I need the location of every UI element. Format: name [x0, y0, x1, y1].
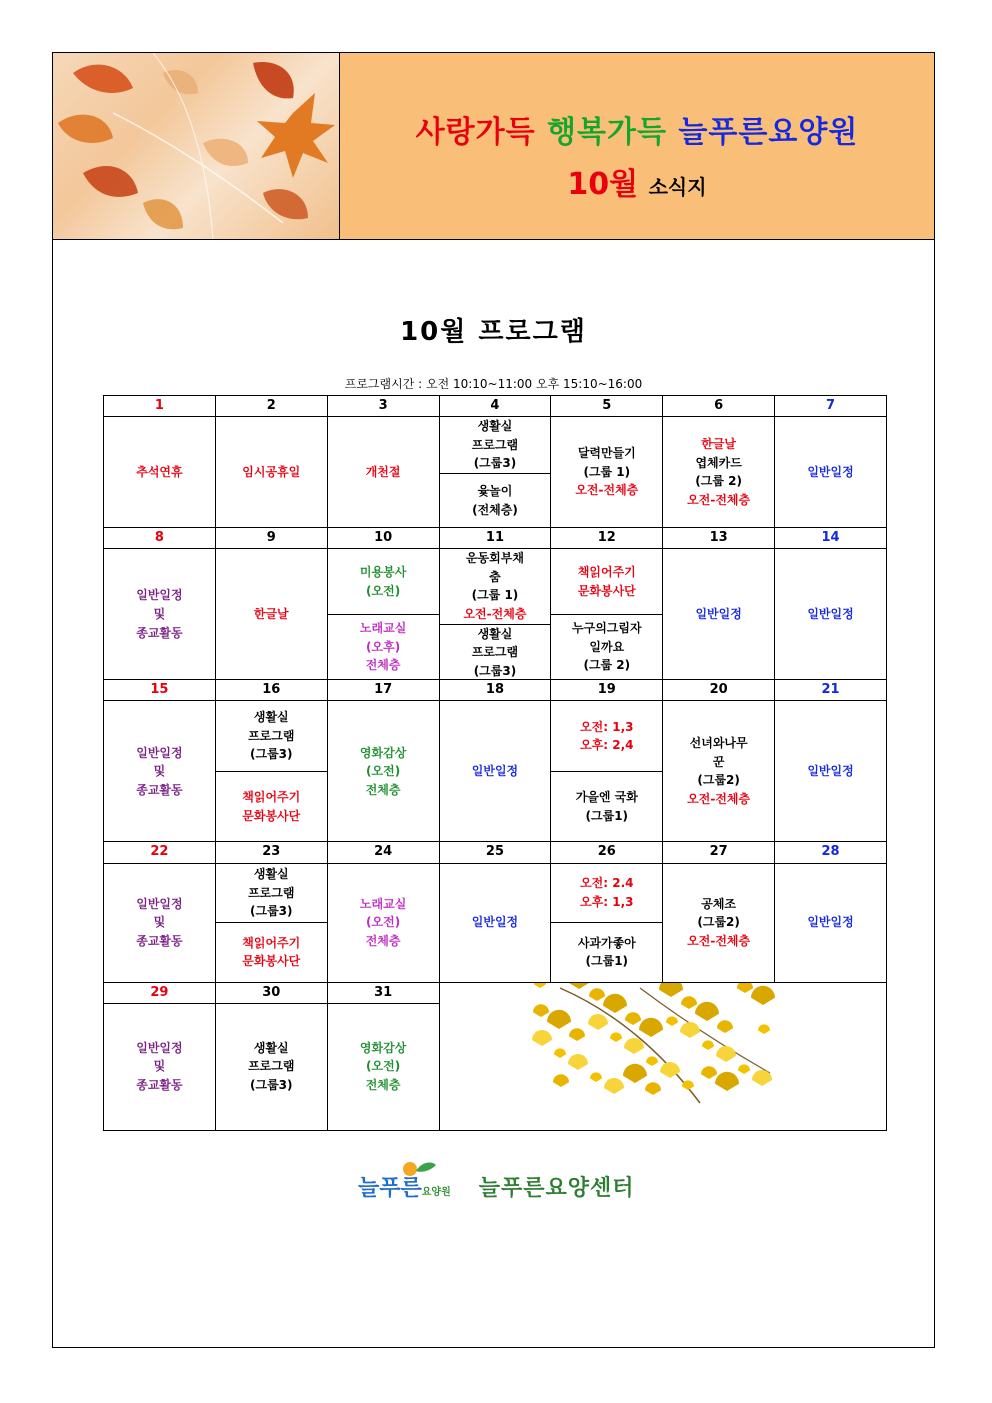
date-cell: 1: [104, 396, 216, 417]
cell-text: 일반일정: [807, 464, 854, 479]
program-cell: [551, 417, 663, 528]
date-cell: 9: [215, 528, 327, 549]
program-cell: [439, 549, 551, 680]
cell-text: 한글날: [701, 436, 737, 451]
cell-text: 오전: 2.4: [580, 876, 634, 891]
cell-text: 춤: [489, 569, 501, 584]
cell-text: 일반일정: [136, 896, 183, 911]
cell-text: (오전): [366, 583, 401, 598]
cell-text: 일반일정: [807, 915, 854, 930]
cell-text: 추석연휴: [136, 464, 183, 479]
cell-text: (그룹 1): [583, 464, 631, 479]
cell-text: 및: [153, 606, 166, 621]
program-cell: [775, 701, 887, 842]
cell-text: 꾼: [712, 754, 725, 769]
cell-text: 선녀와나무: [689, 736, 748, 751]
date-cell: 12: [551, 528, 663, 549]
program-title: 10월 프로그램: [400, 317, 587, 347]
cell-text: 프로그램: [248, 885, 295, 900]
cell-text: 달력만들기: [577, 446, 636, 461]
cell-text: 종교활동: [136, 1078, 183, 1092]
logo-text: 늘푸른: [358, 1176, 422, 1201]
cell-text: 생활실: [477, 626, 513, 641]
cell-text: (오후): [366, 639, 401, 654]
date-cell: 30: [215, 982, 327, 1003]
program-cell: [215, 701, 327, 842]
program-bottom: [328, 614, 439, 680]
cell-text: 전체층: [365, 782, 401, 797]
slogan-name: 늘푸른요양원: [678, 115, 859, 150]
date-cell: 17: [327, 680, 439, 701]
cell-text: 운동회부채: [465, 551, 524, 566]
date-cell: 28: [775, 842, 887, 863]
cell-text: 사과가좋아: [577, 935, 636, 950]
program-cell: [104, 1003, 216, 1130]
ginkgo-leaves-image: [439, 982, 886, 1130]
program-cell: [439, 863, 551, 982]
cell-text: 문화봉사단: [242, 808, 301, 823]
date-row: [104, 842, 887, 863]
cell-text: 프로그램: [471, 437, 519, 452]
program-row: [104, 863, 887, 982]
cell-text: 윷놀이: [477, 483, 513, 498]
cell-text: 종교활동: [136, 933, 183, 948]
sun-leaf-icon: [398, 1157, 438, 1177]
cell-text: 문화봉사단: [577, 583, 636, 598]
cell-text: 일반일정: [807, 606, 854, 621]
newsletter-page: [52, 52, 935, 1348]
program-cell: [327, 863, 439, 982]
header-banner: [340, 53, 934, 239]
program-row: [104, 701, 887, 842]
logo-subtext: 요양원: [421, 1187, 451, 1198]
date-cell: 6: [663, 396, 775, 417]
program-cell: [215, 417, 327, 528]
cell-text: 오전-전체층: [687, 933, 751, 948]
cell-text: (그룹3): [250, 747, 293, 762]
header: [53, 53, 934, 240]
program-cell: [327, 549, 439, 680]
program-cell: [551, 549, 663, 680]
program-top: [440, 417, 551, 473]
program-top: [216, 864, 327, 923]
cell-text: 임시공휴일: [242, 464, 301, 479]
cell-text: 책읽어주기: [577, 564, 636, 579]
program-row: [104, 549, 887, 680]
program-cell: [104, 549, 216, 680]
cell-text: (그룹3): [473, 456, 517, 471]
cell-text: (오전): [366, 915, 401, 930]
date-cell: 29: [104, 982, 216, 1003]
cell-text: 생활실: [253, 710, 289, 725]
cell-text: 한글날: [253, 606, 289, 621]
program-bottom: [551, 614, 662, 680]
cell-text: (그룹 2): [583, 658, 631, 673]
program-top: [551, 549, 662, 614]
cell-text: (그룹 1): [471, 588, 519, 603]
cell-text: 오후: 2,4: [580, 738, 634, 753]
cell-text: (그룹2): [697, 915, 740, 930]
newsletter-label: 소식지: [648, 175, 707, 199]
cell-text: (그룹1): [585, 954, 629, 969]
date-cell: 26: [551, 842, 663, 863]
program-cell: [104, 417, 216, 528]
date-cell: 18: [439, 680, 551, 701]
cell-text: 오전-전체층: [687, 792, 751, 807]
program-cell: [775, 417, 887, 528]
program-bottom: [440, 624, 551, 681]
date-cell: 27: [663, 842, 775, 863]
cell-text: 및: [153, 764, 166, 779]
date-cell: 23: [215, 842, 327, 863]
program-cell: [663, 701, 775, 842]
cell-text: 및: [153, 1059, 166, 1074]
program-cell: [327, 701, 439, 842]
cell-text: 엽체카드: [695, 455, 742, 470]
date-cell: 25: [439, 842, 551, 863]
cell-text: 생활실: [253, 1040, 289, 1055]
cell-text: 공체조: [701, 896, 737, 911]
program-top: [328, 549, 439, 614]
cell-text: 및: [153, 915, 166, 930]
cell-text: 영화감상: [359, 1040, 407, 1055]
cell-text: 전체층: [365, 1078, 401, 1092]
program-cell: [551, 863, 663, 982]
cell-text: (그룹 2): [695, 474, 742, 489]
cell-text: 오후: 1,3: [580, 894, 634, 909]
center-name: 늘푸른요양센터: [478, 1176, 635, 1201]
cell-text: 노래교실: [359, 896, 407, 911]
cell-text: 프로그램: [248, 1059, 295, 1074]
cell-text: 전체층: [365, 933, 401, 948]
program-cell: [663, 549, 775, 680]
date-cell: 7: [775, 396, 887, 417]
program-cell: [439, 701, 551, 842]
date-row: [104, 396, 887, 417]
cell-text: 오전-전체층: [687, 492, 751, 507]
program-cell: [327, 417, 439, 528]
cell-text: 개천절: [365, 464, 401, 479]
program-cell: [104, 863, 216, 982]
program-cell: [104, 701, 216, 842]
program-top: [551, 701, 662, 771]
date-cell: 16: [215, 680, 327, 701]
slogan-happy: 행복가득: [547, 115, 667, 150]
program-cell: [327, 1003, 439, 1130]
program-bottom: [551, 771, 662, 842]
cell-text: 가을엔 국화: [575, 790, 638, 805]
cell-text: 프로그램: [248, 728, 295, 743]
program-bottom: [551, 922, 662, 982]
cell-text: 책읽어주기: [242, 935, 301, 950]
program-bottom: [440, 473, 551, 527]
date-cell: 20: [663, 680, 775, 701]
cell-text: 일반일정: [807, 764, 854, 779]
cell-text: (오전): [366, 764, 401, 779]
date-cell: 2: [215, 396, 327, 417]
date-cell: 11: [439, 528, 551, 549]
date-cell: 4: [439, 396, 551, 417]
cell-text: (그룹3): [250, 904, 293, 919]
program-bottom: [216, 922, 327, 982]
cell-text: 오전-전체층: [575, 483, 639, 498]
cell-text: 미용봉사: [359, 564, 407, 579]
date-cell: 15: [104, 680, 216, 701]
slogan: [340, 107, 934, 151]
program-cell: [663, 863, 775, 982]
cell-text: 일반일정: [136, 745, 183, 760]
logo-mark: [358, 1171, 451, 1202]
program-cell: [215, 863, 327, 982]
program-cell: [439, 417, 551, 528]
program-bottom: [216, 771, 327, 842]
program-cell: [215, 1003, 327, 1130]
footer-logo: [358, 1171, 635, 1202]
month-title: 10월: [567, 167, 639, 202]
date-cell: 19: [551, 680, 663, 701]
program-cell: [775, 863, 887, 982]
program-row: [104, 417, 887, 528]
cell-text: 영화감상: [359, 745, 407, 760]
date-cell: 21: [775, 680, 887, 701]
date-row: [104, 680, 887, 701]
cell-text: (오전): [366, 1059, 401, 1074]
program-time: 프로그램시간 : 오전 10:10~11:00 오후 15:10~16:00: [344, 377, 643, 391]
autumn-leaves-image: [53, 53, 340, 239]
cell-text: 프로그램: [471, 645, 519, 660]
cell-text: 문화봉사단: [242, 954, 301, 969]
cell-text: 종교활동: [136, 782, 183, 797]
date-cell: 13: [663, 528, 775, 549]
program-cell: [775, 549, 887, 680]
cell-text: 종교활동: [136, 625, 183, 640]
cell-text: 일반일정: [695, 606, 742, 621]
cell-text: (그룹1): [585, 808, 629, 823]
cell-text: 오전: 1,3: [580, 719, 634, 734]
cell-text: 전체층: [365, 658, 401, 673]
cell-text: (그룹2): [697, 773, 740, 788]
program-top: [440, 549, 551, 623]
date-cell: 14: [775, 528, 887, 549]
program-cell: [551, 701, 663, 842]
cell-text: (전체층): [472, 502, 518, 517]
date-cell: 22: [104, 842, 216, 863]
date-row: [104, 982, 887, 1003]
calendar-table: [103, 395, 887, 1131]
slogan-love: 사랑가득: [415, 115, 536, 150]
cell-text: 책읽어주기: [242, 790, 301, 805]
cell-text: 일반일정: [471, 764, 519, 779]
date-cell: 24: [327, 842, 439, 863]
date-cell: 31: [327, 982, 439, 1003]
newsletter-title: [340, 159, 934, 203]
date-row: [104, 528, 887, 549]
program-cell: [215, 549, 327, 680]
cell-text: 노래교실: [359, 621, 407, 636]
cell-text: 오전-전체층: [463, 607, 527, 622]
cell-text: 일반일정: [471, 915, 519, 930]
program-top: [551, 864, 662, 923]
program-cell: [663, 417, 775, 528]
cell-text: 일반일정: [136, 1040, 183, 1055]
date-cell: 10: [327, 528, 439, 549]
date-cell: 8: [104, 528, 216, 549]
cell-text: 생활실: [253, 866, 289, 881]
cell-text: (그룹3): [473, 663, 517, 678]
cell-text: 생활실: [477, 419, 513, 434]
program-top: [216, 701, 327, 771]
cell-text: 일반일정: [136, 588, 183, 603]
date-cell: 3: [327, 396, 439, 417]
cell-text: 일까요: [589, 639, 625, 654]
date-cell: 5: [551, 396, 663, 417]
cell-text: (그룹3): [250, 1078, 293, 1092]
cell-text: 누구의그림자: [572, 621, 642, 636]
